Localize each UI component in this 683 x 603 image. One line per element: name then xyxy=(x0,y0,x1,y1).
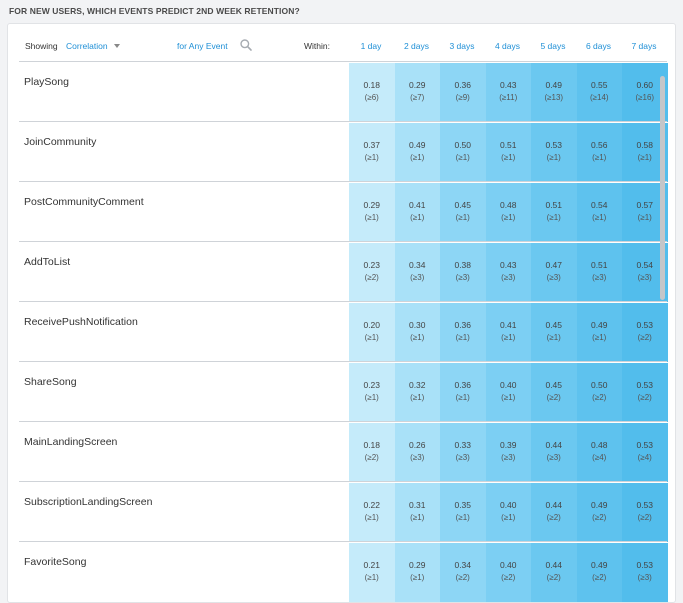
event-count: (≥1) xyxy=(364,573,379,582)
correlation-cell[interactable] xyxy=(349,543,395,602)
day-header[interactable]: 2 days xyxy=(403,41,430,51)
correlation-cell[interactable] xyxy=(622,423,668,482)
table-row[interactable] xyxy=(19,241,667,301)
correlation-value: 0.45 xyxy=(545,380,563,390)
event-count: (≥14) xyxy=(589,93,609,102)
event-count: (≥13) xyxy=(544,93,564,102)
event-count: (≥3) xyxy=(501,453,516,462)
event-count: (≥2) xyxy=(592,513,607,522)
event-count: (≥1) xyxy=(455,153,470,162)
correlation-value: 0.48 xyxy=(499,200,517,210)
correlation-value: 0.49 xyxy=(408,140,426,150)
correlation-value: 0.50 xyxy=(454,140,472,150)
correlation-value: 0.54 xyxy=(636,260,654,270)
correlation-cell[interactable] xyxy=(395,303,441,362)
correlation-cell[interactable] xyxy=(440,303,486,362)
day-header[interactable]: 3 days xyxy=(449,41,475,51)
correlation-value: 0.18 xyxy=(363,440,381,450)
event-count: (≥1) xyxy=(592,153,607,162)
correlation-cell[interactable] xyxy=(349,363,395,422)
event-count: (≥3) xyxy=(637,273,652,282)
correlation-value: 0.32 xyxy=(408,380,426,390)
correlation-cell[interactable] xyxy=(531,363,577,422)
event-count: (≥2) xyxy=(637,393,652,402)
correlation-value: 0.37 xyxy=(363,140,381,150)
event-count: (≥1) xyxy=(364,333,379,342)
correlation-cell[interactable] xyxy=(486,483,532,542)
correlation-cell[interactable] xyxy=(577,363,623,422)
correlation-cell[interactable] xyxy=(395,123,441,182)
correlation-cell[interactable] xyxy=(531,423,577,482)
correlation-cell[interactable] xyxy=(486,363,532,422)
table-row[interactable] xyxy=(19,301,667,361)
correlation-cell[interactable] xyxy=(577,543,623,602)
page-title: FOR NEW USERS, WHICH EVENTS PREDICT 2ND WEEK RETENTION? xyxy=(9,6,300,16)
day-header[interactable]: 7 days xyxy=(631,41,657,51)
correlation-value: 0.51 xyxy=(545,200,563,210)
event-name: MainLandingScreen xyxy=(24,436,118,448)
correlation-value: 0.53 xyxy=(636,380,654,390)
correlation-value: 0.44 xyxy=(545,560,563,570)
event-count: (≥1) xyxy=(637,153,652,162)
correlation-value: 0.54 xyxy=(590,200,608,210)
correlation-value: 0.21 xyxy=(363,560,381,570)
correlation-value: 0.26 xyxy=(408,440,426,450)
correlation-value: 0.57 xyxy=(636,200,654,210)
event-count: (≥1) xyxy=(501,513,516,522)
event-name: SubscriptionLandingScreen xyxy=(24,496,153,508)
event-count: (≥2) xyxy=(637,333,652,342)
correlation-value: 0.40 xyxy=(499,560,517,570)
event-count: (≥1) xyxy=(364,513,379,522)
correlation-cell[interactable] xyxy=(531,303,577,362)
correlation-value: 0.49 xyxy=(590,560,608,570)
correlation-cell[interactable] xyxy=(440,483,486,542)
event-count: (≥1) xyxy=(410,573,425,582)
correlation-value: 0.53 xyxy=(636,560,654,570)
event-count: (≥1) xyxy=(410,393,425,402)
correlation-value: 0.44 xyxy=(545,500,563,510)
correlation-cell[interactable] xyxy=(349,63,395,122)
correlation-cell[interactable] xyxy=(622,303,668,362)
event-count: (≥3) xyxy=(592,273,607,282)
correlation-value: 0.40 xyxy=(499,380,517,390)
correlation-cell[interactable] xyxy=(440,423,486,482)
correlation-cell[interactable] xyxy=(440,543,486,602)
correlation-cell[interactable] xyxy=(622,483,668,542)
event-count: (≥3) xyxy=(410,453,425,462)
correlation-cell[interactable] xyxy=(531,543,577,602)
event-count: (≥3) xyxy=(501,273,516,282)
event-count: (≥1) xyxy=(364,393,379,402)
correlation-cell[interactable] xyxy=(622,363,668,422)
event-count: (≥2) xyxy=(364,453,379,462)
table-row[interactable] xyxy=(19,181,667,241)
event-name: JoinCommunity xyxy=(24,136,97,148)
correlation-value: 0.23 xyxy=(363,380,381,390)
correlation-cell[interactable] xyxy=(577,183,623,242)
correlation-value: 0.45 xyxy=(454,200,472,210)
correlation-cell[interactable] xyxy=(531,63,577,122)
event-count: (≥1) xyxy=(501,153,516,162)
correlation-value: 0.53 xyxy=(636,320,654,330)
event-name: ShareSong xyxy=(24,376,77,388)
correlation-value: 0.29 xyxy=(408,560,426,570)
controls-bar xyxy=(8,24,676,62)
table-row[interactable] xyxy=(19,361,667,421)
within-label: Within: xyxy=(304,41,330,51)
search-icon[interactable] xyxy=(239,38,253,52)
correlation-value: 0.44 xyxy=(545,440,563,450)
event-count: (≥11) xyxy=(499,93,518,102)
correlation-value: 0.58 xyxy=(636,140,654,150)
correlation-cell[interactable] xyxy=(531,243,577,302)
showing-dropdown-value: Correlation xyxy=(66,41,108,51)
chevron-down-icon xyxy=(114,44,120,48)
correlation-value: 0.22 xyxy=(363,500,381,510)
table-row[interactable] xyxy=(19,121,667,181)
correlation-cell[interactable] xyxy=(395,483,441,542)
correlation-value: 0.53 xyxy=(636,440,654,450)
correlation-cell[interactable] xyxy=(349,243,395,302)
event-count: (≥3) xyxy=(410,273,425,282)
correlation-value: 0.53 xyxy=(545,140,563,150)
table-row[interactable] xyxy=(19,541,667,601)
correlation-value: 0.18 xyxy=(363,80,381,90)
event-count: (≥1) xyxy=(592,333,607,342)
day-header[interactable]: 5 days xyxy=(540,41,566,51)
event-count: (≥1) xyxy=(546,213,561,222)
event-count: (≥4) xyxy=(592,453,607,462)
event-count: (≥2) xyxy=(455,573,470,582)
correlation-value: 0.49 xyxy=(590,320,608,330)
event-count: (≥1) xyxy=(455,333,470,342)
correlation-cell[interactable] xyxy=(486,543,532,602)
correlation-value: 0.40 xyxy=(499,500,517,510)
correlation-cell[interactable] xyxy=(395,243,441,302)
event-count: (≥3) xyxy=(546,273,561,282)
event-count: (≥2) xyxy=(546,393,561,402)
event-count: (≥2) xyxy=(546,573,561,582)
correlation-value: 0.29 xyxy=(363,200,381,210)
event-count: (≥1) xyxy=(410,333,425,342)
showing-label: Showing xyxy=(25,41,58,51)
retention-panel xyxy=(7,23,676,603)
event-count: (≥1) xyxy=(501,213,516,222)
correlation-cell[interactable] xyxy=(395,183,441,242)
correlation-value: 0.35 xyxy=(454,500,472,510)
correlation-cell[interactable] xyxy=(531,483,577,542)
event-count: (≥1) xyxy=(364,213,379,222)
table-row[interactable] xyxy=(19,421,667,481)
correlation-value: 0.60 xyxy=(636,80,654,90)
event-name: PlaySong xyxy=(24,76,69,88)
day-header[interactable]: 1 day xyxy=(360,41,382,51)
event-filter[interactable]: for Any Event xyxy=(177,41,228,51)
correlation-value: 0.43 xyxy=(499,80,517,90)
showing-dropdown[interactable] xyxy=(66,41,120,51)
event-count: (≥2) xyxy=(637,513,652,522)
event-count: (≥1) xyxy=(410,213,425,222)
correlation-value: 0.49 xyxy=(545,80,563,90)
event-count: (≥9) xyxy=(455,93,470,102)
event-count: (≥2) xyxy=(364,273,379,282)
correlation-cell[interactable] xyxy=(486,423,532,482)
scrollbar[interactable] xyxy=(660,76,665,300)
correlation-cell[interactable] xyxy=(395,423,441,482)
correlation-cell[interactable] xyxy=(486,183,532,242)
table-row[interactable] xyxy=(19,481,667,541)
table-row[interactable] xyxy=(19,61,667,121)
correlation-cell[interactable] xyxy=(577,423,623,482)
event-count: (≥1) xyxy=(501,393,516,402)
event-count: (≥3) xyxy=(455,273,470,282)
correlation-cell[interactable] xyxy=(349,483,395,542)
event-count: (≥1) xyxy=(501,333,516,342)
correlation-cell[interactable] xyxy=(531,183,577,242)
correlation-value: 0.36 xyxy=(454,320,472,330)
correlation-value: 0.47 xyxy=(545,260,563,270)
correlation-value: 0.30 xyxy=(408,320,426,330)
correlation-cell[interactable] xyxy=(440,183,486,242)
correlation-cell[interactable] xyxy=(577,243,623,302)
correlation-value: 0.48 xyxy=(590,440,608,450)
correlation-value: 0.33 xyxy=(454,440,472,450)
event-count: (≥1) xyxy=(455,393,470,402)
correlation-value: 0.45 xyxy=(545,320,563,330)
correlation-cell[interactable] xyxy=(395,543,441,602)
event-count: (≥1) xyxy=(455,213,470,222)
correlation-cell[interactable] xyxy=(577,483,623,542)
correlation-cell[interactable] xyxy=(349,303,395,362)
correlation-cell[interactable] xyxy=(486,63,532,122)
event-name: AddToList xyxy=(24,256,71,268)
correlation-value: 0.43 xyxy=(499,260,517,270)
correlation-cell[interactable] xyxy=(440,243,486,302)
event-count: (≥1) xyxy=(364,153,379,162)
correlation-value: 0.36 xyxy=(454,80,472,90)
event-count: (≥1) xyxy=(410,153,425,162)
correlation-value: 0.55 xyxy=(590,80,608,90)
event-count: (≥1) xyxy=(592,213,607,222)
correlation-value: 0.23 xyxy=(363,260,381,270)
correlation-cell[interactable] xyxy=(349,123,395,182)
correlation-cell[interactable] xyxy=(395,63,441,122)
correlation-value: 0.56 xyxy=(590,140,608,150)
correlation-value: 0.34 xyxy=(408,260,426,270)
event-count: (≥1) xyxy=(455,513,470,522)
event-name: PostCommunityComment xyxy=(24,196,144,208)
correlation-cell[interactable] xyxy=(349,183,395,242)
event-count: (≥3) xyxy=(546,453,561,462)
day-header[interactable]: 4 days xyxy=(494,41,521,51)
event-count: (≥2) xyxy=(501,573,516,582)
event-name: FavoriteSong xyxy=(24,556,87,568)
correlation-value: 0.51 xyxy=(590,260,608,270)
day-header[interactable]: 6 days xyxy=(585,41,612,51)
event-name: ReceivePushNotification xyxy=(24,316,138,328)
event-count: (≥1) xyxy=(637,213,652,222)
correlation-value: 0.20 xyxy=(363,320,381,330)
event-count: (≥7) xyxy=(410,93,425,102)
correlation-cell[interactable] xyxy=(440,123,486,182)
correlation-value: 0.34 xyxy=(454,560,472,570)
event-count: (≥3) xyxy=(455,453,470,462)
correlation-value: 0.49 xyxy=(590,500,608,510)
correlation-value: 0.38 xyxy=(454,260,472,270)
event-count: (≥1) xyxy=(410,513,425,522)
correlation-cell[interactable] xyxy=(349,423,395,482)
event-count: (≥2) xyxy=(546,513,561,522)
correlation-value: 0.36 xyxy=(454,380,472,390)
event-count: (≥1) xyxy=(546,333,561,342)
event-count: (≥4) xyxy=(637,453,652,462)
event-count: (≥2) xyxy=(592,393,607,402)
correlation-cell[interactable] xyxy=(531,123,577,182)
correlation-cell[interactable] xyxy=(440,363,486,422)
correlation-value: 0.41 xyxy=(408,200,426,210)
event-count: (≥16) xyxy=(635,93,655,102)
correlation-value: 0.31 xyxy=(408,500,426,510)
correlation-value: 0.50 xyxy=(590,380,608,390)
event-count: (≥2) xyxy=(592,573,607,582)
correlation-value: 0.39 xyxy=(499,440,517,450)
correlation-cell[interactable] xyxy=(486,243,532,302)
correlation-cell[interactable] xyxy=(577,123,623,182)
correlation-value: 0.51 xyxy=(499,140,517,150)
event-count: (≥1) xyxy=(546,153,561,162)
correlation-cell[interactable] xyxy=(440,63,486,122)
correlation-cell[interactable] xyxy=(486,303,532,362)
correlation-value: 0.53 xyxy=(636,500,654,510)
correlation-value: 0.29 xyxy=(408,80,426,90)
event-count: (≥6) xyxy=(364,93,379,102)
correlation-cell[interactable] xyxy=(577,63,623,122)
correlation-cell[interactable] xyxy=(486,123,532,182)
correlation-value: 0.41 xyxy=(499,320,517,330)
correlation-cell[interactable] xyxy=(577,303,623,362)
correlation-cell[interactable] xyxy=(395,363,441,422)
event-count: (≥3) xyxy=(637,573,652,582)
correlation-cell[interactable] xyxy=(622,543,668,602)
